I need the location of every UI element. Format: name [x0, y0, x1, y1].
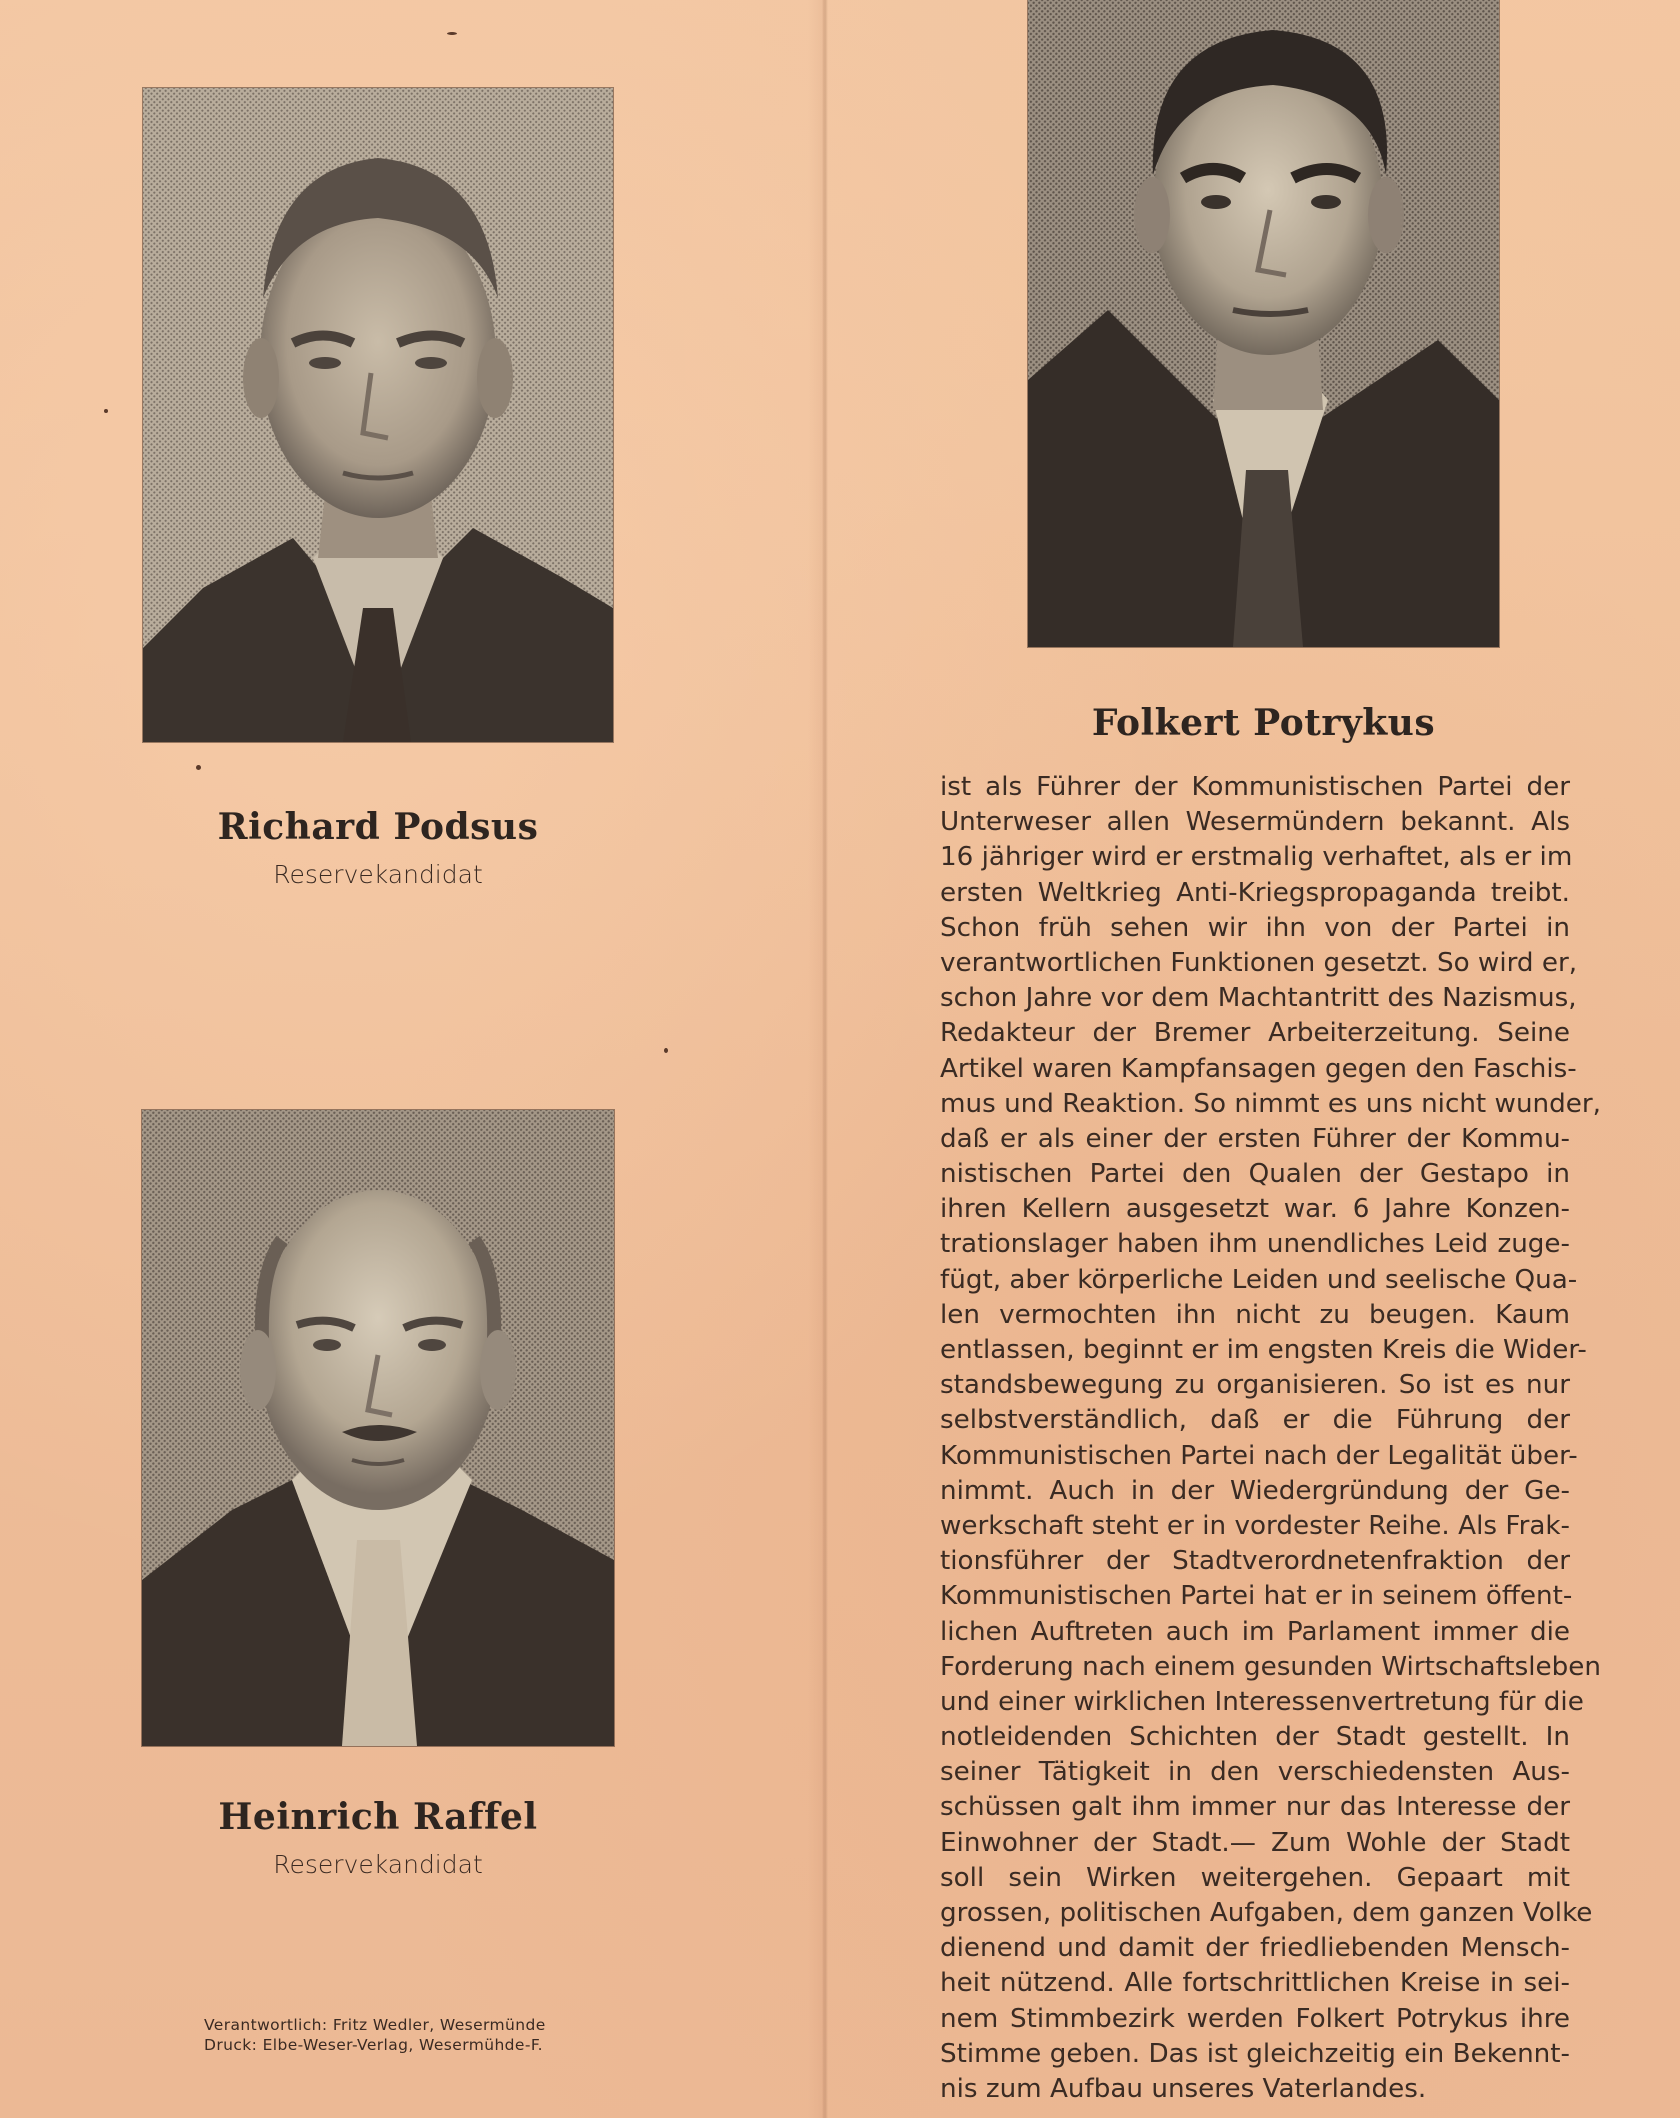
bio-line: Unterweser allen Wesermündern bekannt. Als: [940, 807, 1570, 838]
bio-line: schon Jahre vor dem Machtantritt des Nazismus,: [940, 983, 1577, 1014]
candidate-photo-podsus: [143, 88, 613, 742]
candidate-photo-raffel: [142, 1110, 614, 1746]
bio-line: nis zum Aufbau unseres Vaterlandes.: [940, 2073, 1427, 2104]
imprint: [204, 2015, 546, 2055]
candidate-biography: [940, 770, 1601, 2107]
portrait-image: [143, 88, 613, 742]
candidate-role-raffel: Reservekandidat: [273, 1850, 483, 1879]
bio-line: Artikel waren Kampfansagen gegen den Faschis-: [940, 1053, 1577, 1084]
bio-line: und einer wirklichen Interessenvertretung für die: [940, 1686, 1584, 1717]
bio-line: heit nützend. Alle fortschrittlichen Kreise in sei-: [940, 1968, 1570, 1999]
bio-line: ersten Weltkrieg Anti-Kriegspropaganda treibt.: [940, 877, 1570, 908]
candidate-role-podsus: Reservekandidat: [273, 860, 483, 889]
bio-line: seiner Tätigkeit in den verschiedensten Aus-: [940, 1757, 1570, 1788]
bio-line: Kommunistischen Partei hat er in seinem öffent-: [940, 1581, 1573, 1612]
bio-line: 16 jähriger wird er erstmalig verhaftet, als er im: [940, 842, 1573, 873]
candidate-photo-potrykus: [1028, 0, 1499, 647]
portrait-image: [1028, 0, 1499, 647]
bio-line: fügt, aber körperliche Leiden und seelische Qua-: [940, 1264, 1578, 1295]
bio-line: Kommunistischen Partei nach der Legalität über-: [940, 1440, 1578, 1471]
bio-line: daß er als einer der ersten Führer der Kommu-: [940, 1123, 1570, 1154]
bio-line: Forderung nach einem gesunden Wirtschaftsleben: [940, 1651, 1601, 1682]
paper-speck: [664, 1048, 668, 1053]
bio-line: lichen Auftreten auch im Parlament immer die: [940, 1616, 1570, 1647]
paper-fold-line: [822, 0, 828, 2118]
portrait-image: [142, 1110, 614, 1746]
bio-line: Stimme geben. Das ist gleichzeitig ein Bekennt-: [940, 2038, 1570, 2069]
candidate-name-podsus: Richard Podsus: [217, 806, 539, 848]
bio-line: Einwohner der Stadt.— Zum Wohle der Stadt: [940, 1827, 1570, 1858]
bio-line: notleidenden Schichten der Stadt gestellt. In: [940, 1722, 1570, 1753]
bio-line: Redakteur der Bremer Arbeiterzeitung. Seine: [940, 1018, 1570, 1049]
bio-line: nistischen Partei den Qualen der Gestapo in: [940, 1159, 1570, 1190]
candidate-name-potrykus: Folkert Potrykus: [1091, 702, 1436, 744]
paper-speck: [196, 765, 201, 770]
bio-line: verantwortlichen Funktionen gesetzt. So wird er,: [940, 947, 1578, 978]
bio-line: Schon früh sehen wir ihn von der Partei in: [940, 912, 1570, 943]
bio-line: ihren Kellern ausgesetzt war. 6 Jahre Konzen-: [940, 1194, 1570, 1225]
paper-speck: [447, 32, 457, 35]
bio-line: selbstverständlich, daß er die Führung der: [940, 1405, 1570, 1436]
imprint-responsible: Verantwortlich: Fritz Wedler, Wesermünde: [204, 2016, 546, 2034]
bio-line: schüssen galt ihm immer nur das Interesse der: [940, 1792, 1570, 1823]
paper-speck: [104, 409, 108, 413]
bio-line: len vermochten ihn nicht zu beugen. Kaum: [940, 1299, 1570, 1330]
bio-line: ist als Führer der Kommunistischen Partei der: [940, 772, 1570, 802]
bio-line: dienend und damit der friedliebenden Mensch-: [940, 1933, 1570, 1964]
bio-line: nimmt. Auch in der Wiedergründung der Ge-: [940, 1475, 1570, 1506]
imprint-printer: Druck: Elbe-Weser-Verlag, Wesermühde-F.: [204, 2036, 543, 2054]
bio-line: grossen, politischen Aufgaben, dem ganzen Volke: [940, 1898, 1593, 1928]
bio-line: standsbewegung zu organisieren. So ist es nur: [940, 1370, 1570, 1401]
bio-line: tionsführer der Stadtverordnetenfraktion der: [940, 1546, 1570, 1577]
bio-line: entlassen, beginnt er im engsten Kreis die Wider-: [940, 1335, 1587, 1365]
bio-line: werkschaft steht er in vordester Reihe. Als Frak-: [940, 1510, 1570, 1541]
bio-line: nem Stimmbezirk werden Folkert Potrykus ihre: [940, 2003, 1570, 2034]
bio-line: mus und Reaktion. So nimmt es uns nicht wunder,: [940, 1088, 1601, 1119]
candidate-name-raffel: Heinrich Raffel: [218, 1796, 538, 1838]
bio-line: trationslager haben ihm unendliches Leid zuge-: [940, 1229, 1570, 1260]
bio-line: soll sein Wirken weitergehen. Gepaart mit: [940, 1862, 1570, 1893]
